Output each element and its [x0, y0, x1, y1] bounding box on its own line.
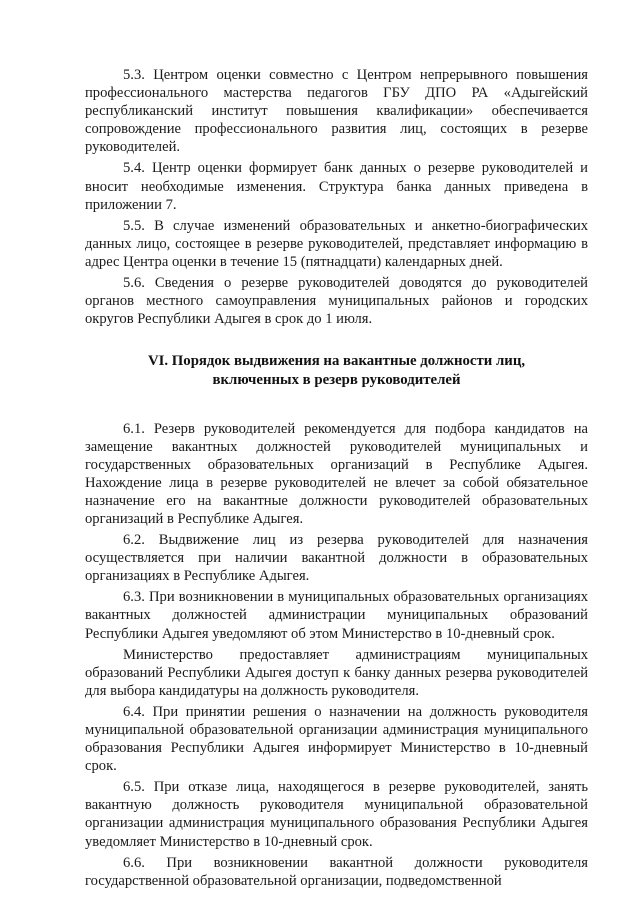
paragraph-5-4: 5.4. Центр оценки формирует банк данных о резерве руководителей и вносит необходимые изменения. Структура банка данных приведена в приложении 7.: [85, 160, 588, 213]
paragraph-6-4: 6.4. При принятии решения о назначении на должность руководителя муниципальной образовательной организации администрация муниципального образования Республики Адыгея информирует Министерство в 10-дневный срок.: [85, 703, 588, 775]
paragraph-5-3: 5.3. Центром оценки совместно с Центром непрерывного повышения профессионального мастерства педагогов ГБУ ДПО РА «Адыгейский республиканский институт повышения квалификации» обеспечивается сопровождение профессионального развития лиц, состоящих в резерве руководителей.: [85, 67, 588, 156]
paragraph-5-5: 5.5. В случае изменений образовательных и анкетно-биографических данных лицо, состоящее в резерве руководителей, представляет информацию в адрес Центра оценки в течение 15 (пятнадцати) календарных дней.: [85, 217, 588, 270]
paragraph-ministry: Министерство предоставляет администрациям муниципальных образований Республики Адыгея доступ к банку данных резерва руководителей для выбора кандидатуры на должность руководителя.: [85, 646, 588, 699]
section-heading-line-1: VI. Порядок выдвижения на вакантные должности лиц,: [147, 353, 526, 370]
paragraph-6-3: 6.3. При возникновении в муниципальных образовательных организациях вакантных должностей администрации муниципальных образований Республики Адыгея уведомляют об этом Министерство в 10-дневный срок.: [85, 589, 588, 642]
paragraph-6-6: 6.6. При возникновении вакантной должности руководителя государственной образовательной организации, подведомственной: [85, 854, 588, 889]
paragraph-5-6: 5.6. Сведения о резерве руководителей доводятся до руководителей органов местного самоуправления муниципальных районов и городских округов Республики Адыгея в срок до 1 июля.: [85, 275, 588, 328]
section-heading-line-2: включенных в резерв руководителей: [212, 371, 461, 388]
paragraph-6-5: 6.5. При отказе лица, находящегося в резерве руководителей, занять вакантную должность руководителя муниципальной образовательной организации администрация муниципального образования Республики Адыгея уведомляет Министерство в 10-дневный срок.: [85, 779, 588, 850]
paragraph-6-1: 6.1. Резерв руководителей рекомендуется для подбора кандидатов на замещение вакантных должностей руководителей муниципальных и государственных образовательных организаций в Республике Адыгея. Нахождение лица в резерве руководителей не влечет за собой обязательное назначение его на вакантные должности руководителей образовательных организаций в Республике Адыгея.: [85, 420, 588, 527]
section-heading-vi: [85, 352, 588, 389]
paragraph-6-2: 6.2. Выдвижение лиц из резерва руководителей для назначения осуществляется при наличии вакантной должности в образовательных организациях в Республике Адыгея.: [85, 532, 588, 585]
document-body: [85, 66, 588, 893]
